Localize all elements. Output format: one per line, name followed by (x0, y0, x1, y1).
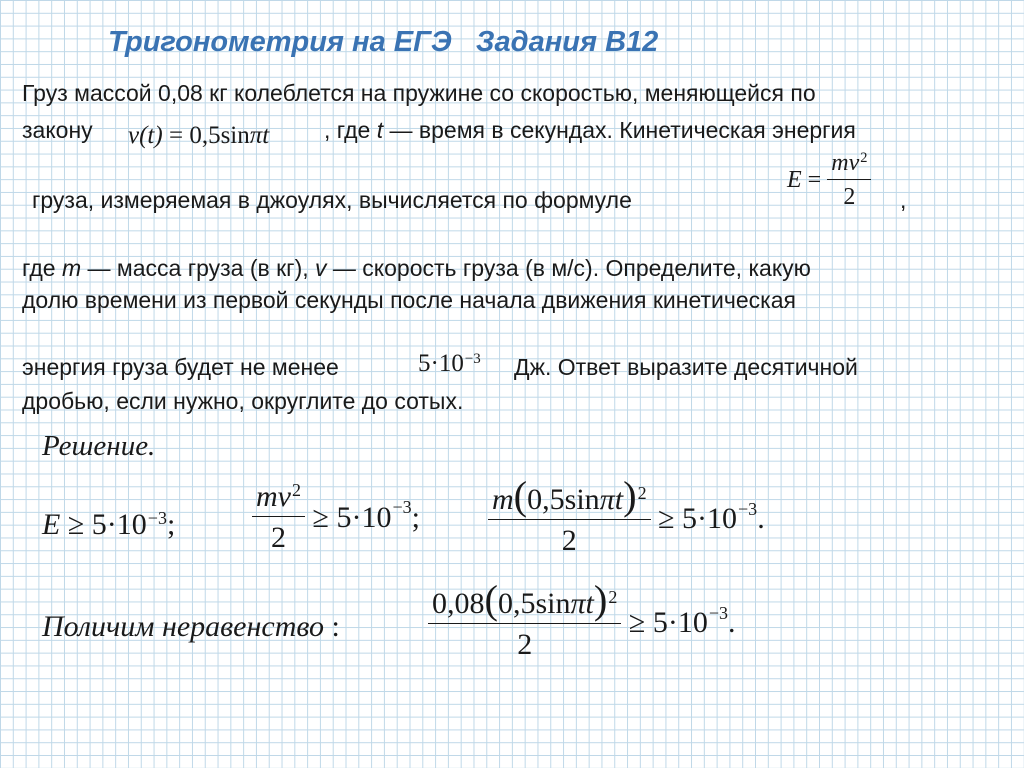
problem-line-7: дробью, если нужно, округлите до сотых. (22, 388, 464, 414)
threshold-value: $5\cdot 10^{-3}$ (418, 350, 481, 377)
problem-line-2a: закону (22, 117, 93, 143)
inequality-2: $\frac{mv^2}{2}$ ≥ 5 · 10 −3 ; (252, 480, 420, 555)
inequality-4: $\frac{0,08(0,5\sin\pi t)^2}{2}$ ≥ 5 · 10 −3 . (428, 584, 736, 662)
problem-line-2b: , где t — время в секундах. Кинетическая энергия (324, 117, 856, 143)
problem-line-5: долю времени из первой секунды после начала движения кинетическая (22, 287, 796, 313)
inequality-1: $E \ge 5\cdot 10^{-3}$; (42, 508, 176, 541)
inequality-3: $\frac{m(0,5\sin\pi t)^2}{2}$ ≥ 5 · 10 −3 . (488, 480, 765, 558)
problem-line-4: где m — масса груза (в кг), v — скорость груза (в м/с). Определите, какую (22, 255, 811, 281)
problem-line-6a: энергия груза будет не менее (22, 354, 339, 380)
problem-line-6b: Дж. Ответ выразите десятичной (514, 354, 858, 380)
get-inequality-label: Поличим неравенство : (42, 610, 340, 643)
problem-line-3: груза, измеряемая в джоулях, вычисляется по формуле (32, 187, 632, 213)
problem-line-3-comma: , (900, 187, 907, 213)
slide-title: Тригонометрия на ЕГЭ Задания B12 (108, 26, 659, 58)
energy-formula: E = $\frac{mv^2}{2}$ (787, 150, 871, 211)
solution-heading: Решение. (42, 430, 156, 462)
velocity-formula: v(t) = 0,5sinπt (128, 122, 270, 149)
problem-line-1: Груз массой 0,08 кг колеблется на пружине со скоростью, меняющейся по (22, 80, 816, 106)
